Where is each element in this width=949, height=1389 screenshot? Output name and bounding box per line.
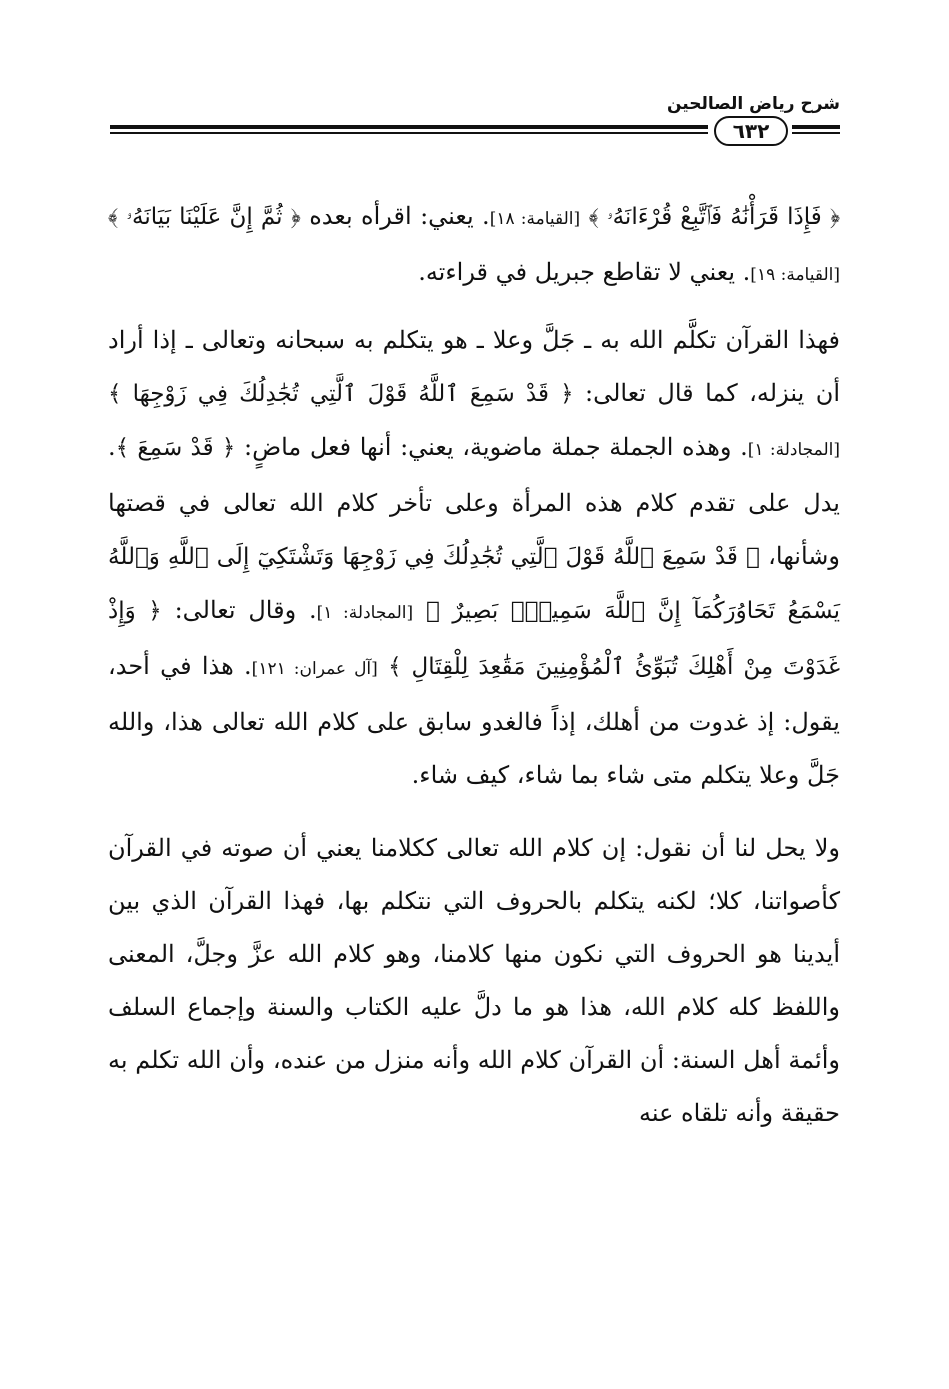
verse-reference: [القيامة: ١٩] <box>750 265 840 285</box>
header-rule-thin <box>110 132 708 134</box>
quran-verse: ﴿ قَدْ سَمِعَ ٱللَّهُ قَوْلَ ٱلَّتِي تُجَٰدِلُكَ فِي زَوْجِهَا وَتَشْتَكِيٓ إِلَى ٱللَّهِ وَٱللَّهُ يَسْمَعُ تَحَاوُرَكُمَآ إِنَّ ٱللَّهَ سَمِيعٌۢ بَصِيرٌ ﴾ <box>108 544 840 624</box>
verse-reference: [القيامة: ١٨] <box>489 209 581 229</box>
verse-reference: [آل عمران: ١٢١] <box>251 659 378 679</box>
verse-reference: [المجادلة: ١] <box>316 603 414 623</box>
paragraph-1 <box>108 190 840 302</box>
body-text: . يعني لا تقاطع جبريل في قراءته. <box>418 258 751 286</box>
header-rule-thick <box>110 125 708 129</box>
page-body <box>108 190 840 1140</box>
body-text: . هذا في أحد، يقول: إذ غدوت من أهلك، إذاً فالغدو سابق على كلام الله تعالى هذا، والله جَلَّ وعلا يتكلم متى شاء بما شاء، كيف شاء. <box>108 652 840 789</box>
body-text: . يعني: اقرأه بعده <box>300 202 490 230</box>
header-rule-thin-right <box>792 132 840 134</box>
quran-verse: ﴿ قَدْ سَمِعَ ﴾ <box>115 435 236 461</box>
page-header <box>110 92 840 162</box>
paragraph-2 <box>108 314 840 802</box>
quran-verse: ﴿ فَإِذَا قَرَأْنَٰهُ فَٱتَّبِعْ قُرْءَانَهُۥ ﴾ <box>588 204 841 230</box>
body-text: . وقال تعالى: <box>161 596 317 624</box>
quran-verse: ﴿ ثُمَّ إِنَّ عَلَيْنَا بَيَانَهُۥ ﴾ <box>108 204 301 230</box>
verse-reference: [المجادلة: ١] <box>747 440 841 460</box>
page-number: ٦٣٢ <box>714 116 788 146</box>
paragraph-3 <box>108 822 840 1140</box>
body-text: . وهذه الجملة جملة ماضوية، يعني: أنها فعل ماضٍ: <box>235 433 748 461</box>
quran-verse: ﴿ قَدْ سَمِعَ ٱللَّهُ قَوْلَ ٱلَّتِي تُجَٰدِلُكَ فِي زَوْجِهَا ﴾ <box>108 381 574 407</box>
body-text: فهذا القرآن تكلَّم الله به ـ جَلَّ وعلا ـ هو يتكلم به سبحانه وتعالى ـ إذا أراد أن ينزله، كما قال تعالى: <box>108 326 840 407</box>
header-rule-thick-right <box>792 125 840 129</box>
quran-verse: ﴿ وَإِذْ غَدَوْتَ مِنْ أَهْلِكَ تُبَوِّئُ ٱلْمُؤْمِنِينَ مَقَٰعِدَ لِلْقِتَالِ ﴾ <box>108 598 840 680</box>
body-text: . يدل على تقدم كلام هذه المرأة وعلى تأخر كلام الله تعالى في قصتها وشأنها، <box>108 433 840 570</box>
book-title: شرح رياض الصالحين <box>666 94 840 114</box>
body-text: ولا يحل لنا أن نقول: إن كلام الله تعالى ككلامنا يعني أن صوته في القرآن كأصواتنا، كلا؛ لكنه يتكلم بالحروف التي نتكلم بها، فهذا القرآن الذي بين أيدينا هو الحروف التي نكون منها كلامنا، وهو كلام الله عزَّ وجلَّ، المعنى واللفظ كله كلام الله، هذا هو ما دلَّ عليه الكتاب والسنة وإجماع السلف وأئمة أهل السنة: أن القرآن كلام الله وأنه منزل من عنده، وأن الله تكلم به حقيقة وأنه تلقاه عنه <box>108 834 840 1127</box>
